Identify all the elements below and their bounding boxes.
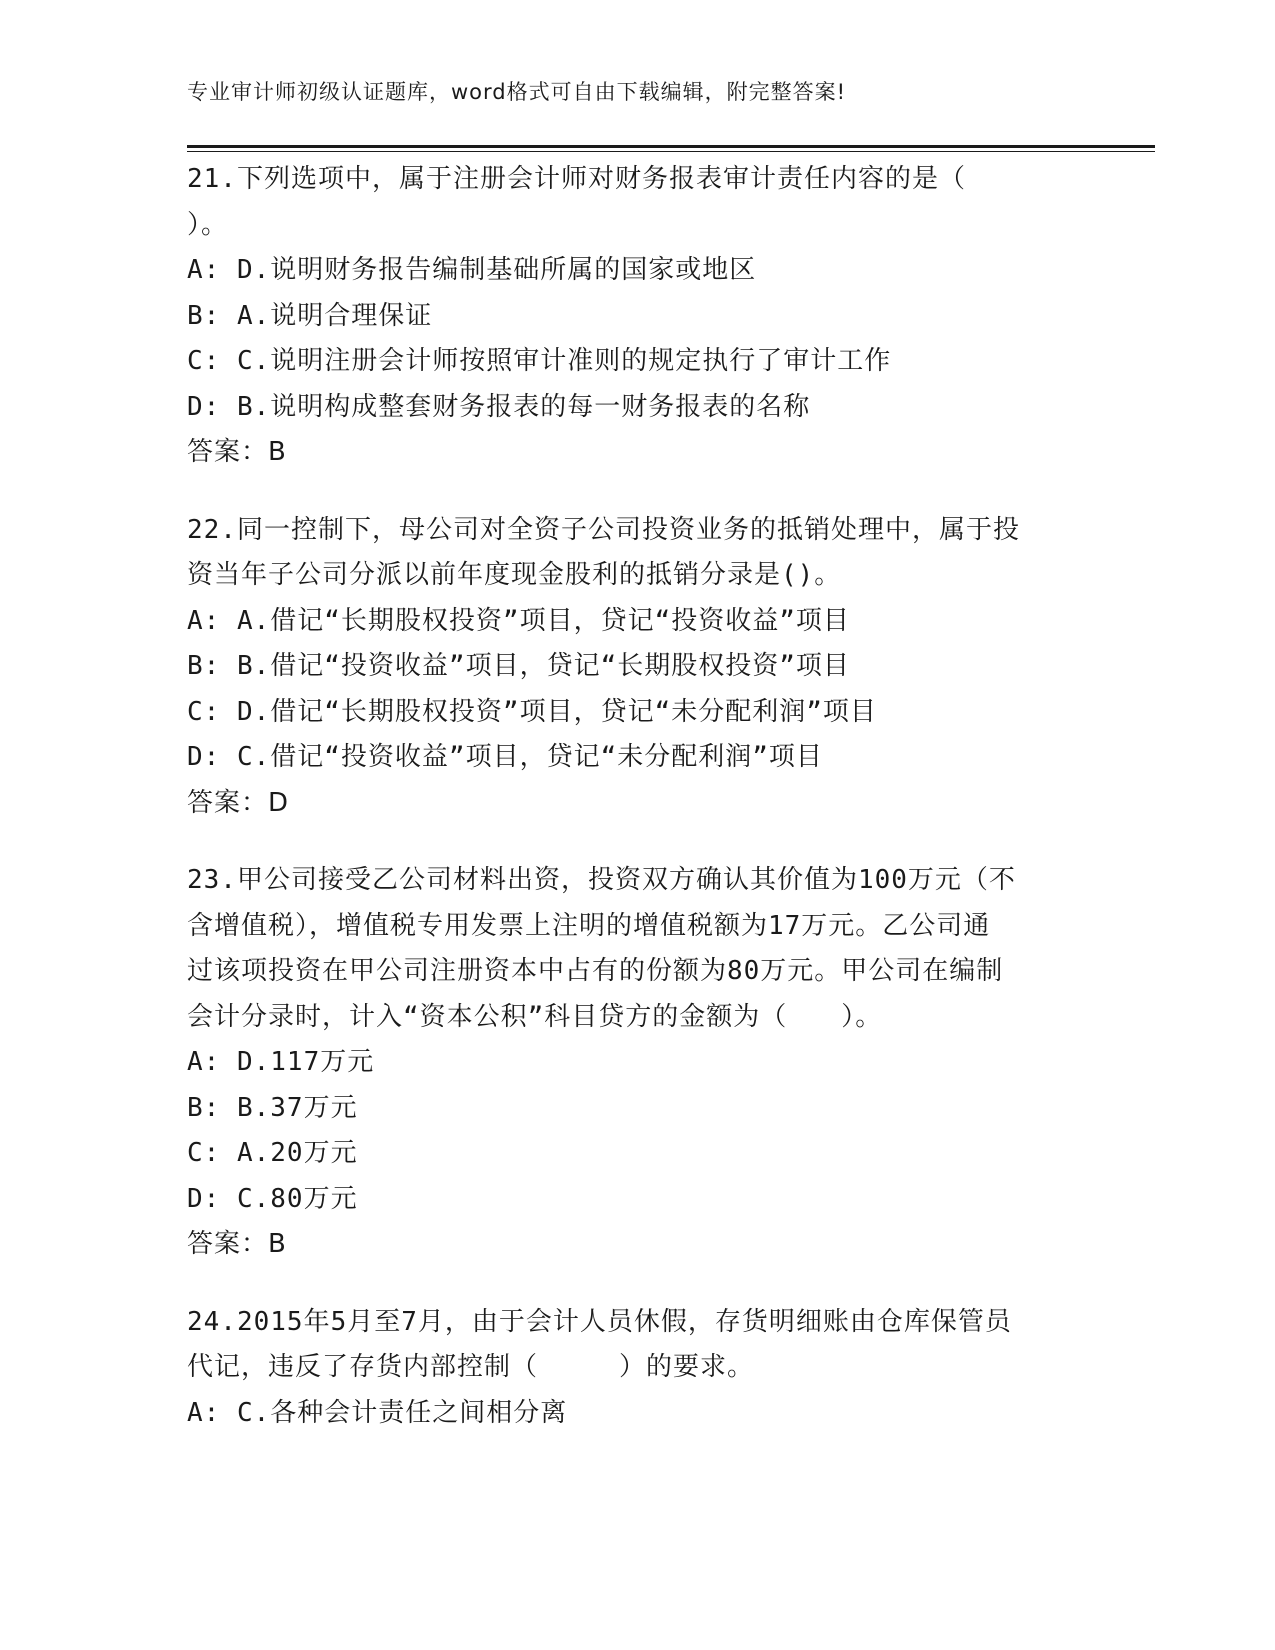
option-a: A: A.借记“长期股权投资”项目，贷记“投资收益”项目 xyxy=(187,605,850,636)
question-stem-line: 22.同一控制下，母公司对全资子公司投资业务的抵销处理中，属于投 xyxy=(187,514,1020,545)
question-stem-line: 23.甲公司接受乙公司材料出资，投资双方确认其价值为100万元（不 xyxy=(187,865,1016,895)
option-b: B: B.37万元 xyxy=(187,1092,358,1123)
answer-line: 答案：D xyxy=(187,787,290,818)
answer-line: 答案：B xyxy=(187,1229,287,1259)
question-stem-line: 21.下列选项中，属于注册会计师对财务报表审计责任内容的是（ xyxy=(187,164,966,194)
option-b: B: B.借记“投资收益”项目，贷记“长期股权投资”项目 xyxy=(187,651,850,681)
option-a: A: C.各种会计责任之间相分离 xyxy=(187,1397,568,1428)
option-c: C: C.说明注册会计师按照审计准则的规定执行了审计工作 xyxy=(187,346,892,376)
option-d: D: C.80万元 xyxy=(187,1183,358,1214)
question-24 xyxy=(187,1300,1087,1437)
question-stem-line: 含增值税），增值税专用发票上注明的增值税额为17万元。乙公司通 xyxy=(187,910,991,941)
header-rule-thin xyxy=(187,151,1155,152)
question-stem-line: 代记，违反了存货内部控制（ ）的要求。 xyxy=(187,1352,755,1382)
page-header: 专业审计师初级认证题库，word格式可自由下载编辑，附完整答案! xyxy=(187,80,847,104)
option-d: D: B.说明构成整套财务报表的每一财务报表的名称 xyxy=(187,391,811,422)
question-stem-line: 会计分录时，计入“资本公积”科目贷方的金额为（ ）。 xyxy=(187,1001,883,1032)
question-stem-line: 24.2015年5月至7月，由于会计人员休假，存货明细账由仓库保管员 xyxy=(187,1306,1012,1337)
question-23 xyxy=(187,858,1087,1268)
option-a: A: D.说明财务报告编制基础所属的国家或地区 xyxy=(187,255,757,285)
question-stem-line: 资当年子公司分派以前年度现金股利的抵销分录是()。 xyxy=(187,560,842,590)
header-rule-thick xyxy=(187,145,1155,148)
answer-line: 答案：B xyxy=(187,437,287,467)
question-22 xyxy=(187,508,1087,827)
option-d: D: C.借记“投资收益”项目，贷记“未分配利润”项目 xyxy=(187,742,823,772)
question-stem-line: 过该项投资在甲公司注册资本中占有的份额为80万元。甲公司在编制 xyxy=(187,956,1004,986)
option-b: B: A.说明合理保证 xyxy=(187,300,433,331)
option-c: C: D.借记“长期股权投资”项目，贷记“未分配利润”项目 xyxy=(187,696,877,727)
option-a: A: D.117万元 xyxy=(187,1047,375,1077)
question-21 xyxy=(187,157,1087,476)
question-stem-line: ）。 xyxy=(187,209,229,240)
question-list xyxy=(187,157,1087,1468)
option-c: C: A.20万元 xyxy=(187,1138,358,1168)
